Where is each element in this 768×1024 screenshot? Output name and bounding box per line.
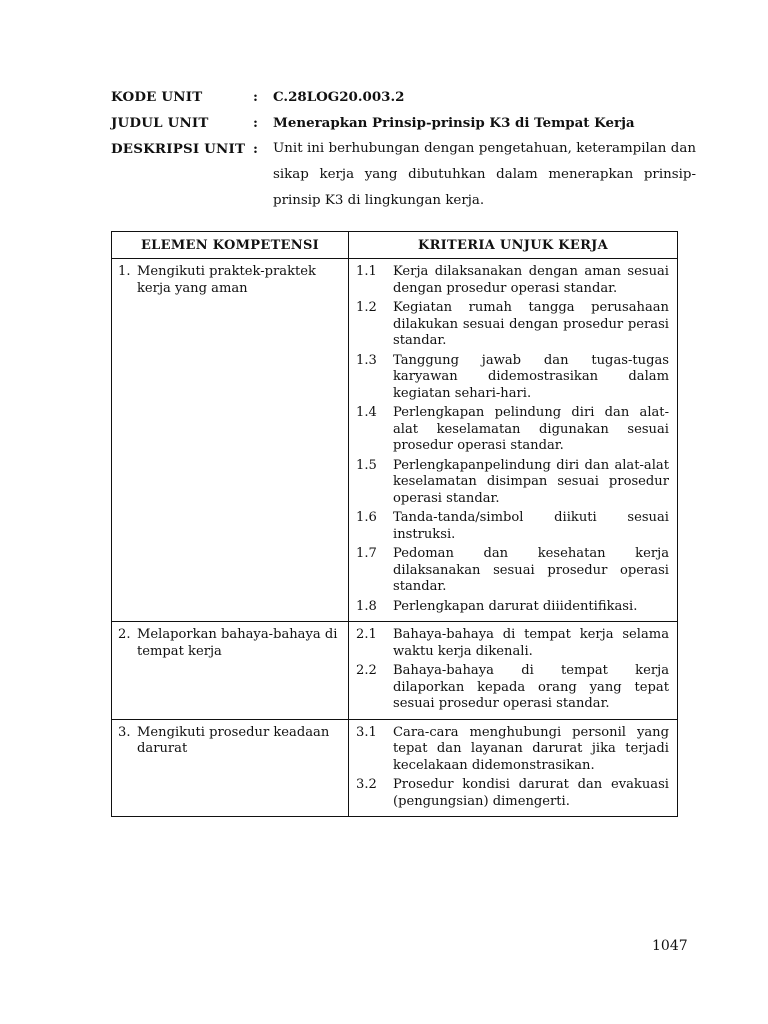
- kode-unit-value: C.28LOG20.003.2: [273, 89, 405, 105]
- element-number: 1.: [118, 264, 131, 279]
- element-number: 2.: [118, 627, 131, 642]
- kode-unit-colon: :: [253, 89, 258, 105]
- criterion-text: Tanggung jawab dan tugas-tugas karyawan didemostrasikan dalam kegiatan sehari-hari.: [393, 352, 669, 401]
- performance-criterion: [356, 627, 669, 660]
- competency-table: [111, 231, 678, 817]
- element-cell: [112, 259, 349, 622]
- judul-unit-value: Menerapkan Prinsip-prinsip K3 di Tempat Kerja: [273, 115, 635, 131]
- performance-criterion: [356, 510, 669, 543]
- criterion-number: 1.6: [356, 510, 377, 525]
- header-kriteria-unjuk-kerja: KRITERIA UNJUK KERJA: [349, 232, 678, 259]
- deskripsi-unit-colon: :: [253, 141, 258, 157]
- unit-header: [111, 84, 696, 214]
- performance-criterion: [356, 599, 669, 616]
- element-number: 3.: [118, 724, 131, 740]
- table-row: [112, 622, 678, 720]
- criterion-text: Bahaya-bahaya di tempat kerja selama waktu kerja dikenali.: [393, 627, 669, 659]
- criterion-number: 3.2: [356, 777, 377, 792]
- kode-unit-row: [111, 84, 696, 110]
- criterion-text: Kegiatan rumah tangga perusahaan dilakukan sesuai dengan prosedur perasi standar.: [393, 300, 669, 348]
- kode-unit-label: KODE UNIT: [111, 89, 203, 105]
- deskripsi-unit-value: Unit ini berhubungan dengan pengetahuan, keterampilan dan sikap kerja yang dibutuhkan dalam menerapkan prinsip-prinsip K3 di lingkungan kerja.: [273, 141, 696, 208]
- criterion-text: Cara-cara menghubungi personil yang tepat dan layanan darurat jika terjadi kecelakaan didemonstrasikan.: [393, 724, 669, 773]
- criterion-number: 1.1: [356, 264, 377, 279]
- criteria-cell: [349, 719, 678, 817]
- table-header-row: [112, 232, 678, 259]
- criteria-cell: [349, 259, 678, 622]
- competency-element: [118, 627, 342, 660]
- element-cell: [112, 622, 349, 720]
- performance-criterion: [356, 300, 669, 350]
- criterion-number: 1.4: [356, 405, 377, 420]
- criterion-text: Tanda-tanda/simbol diikuti sesuai instruksi.: [393, 510, 669, 542]
- element-text: Mengikuti praktek-praktek kerja yang aman: [137, 264, 316, 296]
- criterion-text: Perlengkapanpelindung diri dan alat-alat keselamatan disimpan sesuai prosedur operasi standar.: [393, 457, 669, 506]
- criterion-text: Pedoman dan kesehatan kerja dilaksanakan sesuai prosedur operasi standar.: [393, 546, 669, 594]
- criterion-text: Prosedur kondisi darurat dan evakuasi (pengungsian) dimengerti.: [393, 777, 669, 809]
- performance-criterion: [356, 405, 669, 455]
- criterion-text: Perlengkapan darurat diiidentifikasi.: [393, 598, 638, 614]
- criterion-number: 1.8: [356, 598, 377, 614]
- element-cell: [112, 719, 349, 817]
- performance-criterion: [356, 546, 669, 596]
- performance-criterion: [356, 725, 669, 775]
- competency-element: [118, 725, 342, 758]
- competency-element: [118, 264, 342, 297]
- criterion-number: 3.1: [356, 724, 377, 740]
- criterion-number: 1.3: [356, 352, 377, 368]
- deskripsi-unit-row: [111, 136, 696, 214]
- performance-criterion: [356, 264, 669, 297]
- header-elemen-kompetensi: ELEMEN KOMPETENSI: [112, 232, 349, 259]
- performance-criterion: [356, 353, 669, 403]
- deskripsi-unit-label: DESKRIPSI UNIT: [111, 141, 246, 157]
- criterion-number: 2.1: [356, 627, 377, 642]
- page-number: 1047: [652, 938, 688, 954]
- table-row: [112, 259, 678, 622]
- criterion-number: 1.7: [356, 546, 377, 561]
- criterion-number: 1.5: [356, 457, 377, 473]
- judul-unit-row: [111, 110, 696, 136]
- criterion-number: 1.2: [356, 300, 377, 315]
- criterion-number: 2.2: [356, 663, 377, 678]
- criterion-text: Bahaya-bahaya di tempat kerja dilaporkan kepada orang yang tepat sesuai prosedur operasi standar.: [393, 663, 669, 711]
- judul-unit-label: JUDUL UNIT: [111, 115, 209, 131]
- criteria-cell: [349, 622, 678, 720]
- performance-criterion: [356, 663, 669, 713]
- table-row: [112, 719, 678, 817]
- element-text: Mengikuti prosedur keadaan darurat: [137, 724, 330, 756]
- judul-unit-colon: :: [253, 115, 258, 131]
- table-body: [112, 259, 678, 817]
- performance-criterion: [356, 777, 669, 810]
- criterion-text: Kerja dilaksanakan dengan aman sesuai dengan prosedur operasi standar.: [393, 264, 669, 296]
- element-text: Melaporkan bahaya-bahaya di tempat kerja: [137, 627, 338, 659]
- criterion-text: Perlengkapan pelindung diri dan alat-alat keselamatan digunakan sesuai prosedur operasi standar.: [393, 405, 669, 453]
- performance-criterion: [356, 458, 669, 508]
